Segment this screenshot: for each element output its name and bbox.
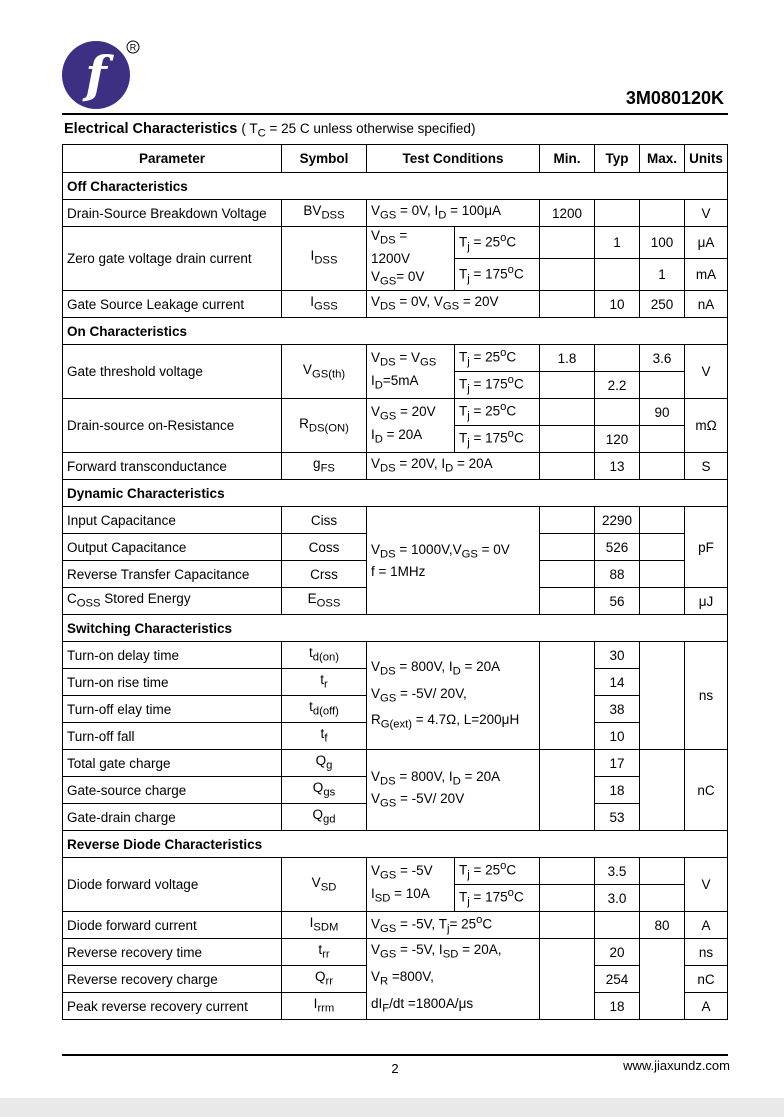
table-row: Zero gate voltage drain current $I_{DSS}$ $V_{DS} = 1200V$ $V_{GS}= 0V$ $T_j = 25^oC$ 1 100 μA [63, 227, 728, 259]
section-row-on: On Characteristics [63, 318, 728, 345]
table-row: $T_j = 175^oC$ 1 mA [63, 259, 728, 291]
brand-logo [61, 40, 131, 110]
table-row: Drain-Source Breakdown Voltage $BV_{DSS}$ $V_{GS} = 0V$, $I_D = 100\mu A$ 1200 V [63, 200, 728, 227]
table-row: Gate-drain charge $Q_{gd}$ 53 [63, 804, 728, 831]
svg-text:R: R [129, 42, 137, 53]
electrical-characteristics-table [62, 144, 728, 1020]
logo-letter: f [85, 45, 107, 104]
header-test-conditions: Test Conditions [367, 145, 540, 173]
table-row: Diode forward voltage $V_{SD}$ $V_{GS} = -5V$ $I_{SD} = 10A$ $T_j = 25^oC$ 3.5 V [63, 858, 728, 885]
header-parameter: Parameter [63, 145, 282, 173]
table-row: Reverse Transfer Capacitance Crss 88 [63, 561, 728, 588]
table-row: Drain-source on-Resistance $R_{DS(ON)}$ $V_{GS} = 20V$ $I_D = 20A$ $T_j = 25^oC$ 90 mΩ [63, 399, 728, 426]
header-max: Max. [640, 145, 685, 173]
table-row: Turn-off elay time $t_{d(off)}$ 38 [63, 696, 728, 723]
footer-divider [62, 1054, 728, 1056]
table-row: Turn-off fall $t_f$ 10 [63, 723, 728, 750]
section-row-off: Off Characteristics [63, 173, 728, 200]
table-row: $T_j = 175^oC$ 2.2 [63, 372, 728, 399]
table-row: Input Capacitance Ciss $V_{DS} = 1000V,V_{GS} = 0V$ f = 1MHz 2290 pF [63, 507, 728, 534]
part-number: 3M080120K [625, 88, 724, 108]
table-row: $T_j = 175^oC$ 120 [63, 426, 728, 453]
section-condition: ( $T_C = 25$ C unless otherwise specified) [241, 121, 476, 140]
table-row: Reverse recovery time $t_{rr}$ $V_{GS} = -5V$, $I_{SD} = 20A$, $V_R =800V$, $dI_F/dt =1800A/\mu s$ 20 ns [63, 939, 728, 966]
header-symbol: Symbol [282, 145, 367, 173]
footer-website: www.jiaxundz.com [623, 1058, 730, 1073]
section-row-dynamic: Dynamic Characteristics [63, 480, 728, 507]
table-row: Diode forward current $I_{SDM}$ $V_{GS} = -5V$, $T_j= 25^oC$ 80 A [63, 912, 728, 939]
header-units: Units [685, 145, 728, 173]
table-row: Reverse recovery charge $Q_{rr}$ 254 nC [63, 966, 728, 993]
header-typ: Typ [595, 145, 640, 173]
section-row-switching: Switching Characteristics [63, 615, 728, 642]
table-row: Forward transconductance $g_{FS}$ $V_{DS} = 20V$, $I_D = 20A$ 13 S [63, 453, 728, 480]
header-min: Min. [540, 145, 595, 173]
table-row: Turn-on delay time $t_{d(on)}$ $V_{DS} = 800V$, $I_D = 20A$ $V_{GS} = -5V/$ 20V, $R_{G(ext)} = 4.7\Omega$, L=200μH 30 ns [63, 642, 728, 669]
page-number: 2 [391, 1061, 399, 1076]
table-row: $T_j = 175^oC$ 3.0 [63, 885, 728, 912]
table-header-row [63, 145, 728, 173]
table-row: Output Capacitance Coss 526 [63, 534, 728, 561]
registered-mark-icon [126, 40, 140, 54]
section-title: Electrical Characteristics [64, 121, 238, 137]
table-row: $C_{OSS}$ Stored Energy $E_{OSS}$ 56 μJ [63, 588, 728, 615]
page-bottom-band [0, 1098, 784, 1117]
header-divider [62, 113, 728, 115]
section-heading [64, 121, 475, 140]
table-row: Total gate charge $Q_g$ $V_{DS} = 800V$, $I_D = 20A$ $V_{GS} = -5V/$ 20V 17 nC [63, 750, 728, 777]
table-row: Gate threshold voltage $V_{GS(th)}$ $V_{DS} = V_{GS}$ $I_D=5mA$ $T_j = 25^oC$ 1.8 3.6 V [63, 345, 728, 372]
table-row: Gate-source charge $Q_{gs}$ 18 [63, 777, 728, 804]
table-row: Turn-on rise time $t_r$ 14 [63, 669, 728, 696]
table-row: Gate Source Leakage current $I_{GSS}$ $V_{DS} = 0V$, $V_{GS} = 20V$ 10 250 nA [63, 291, 728, 318]
table-row: Peak reverse recovery current $I_{rrm}$ 18 A [63, 993, 728, 1020]
section-row-reverse-diode: Reverse Diode Characteristics [63, 831, 728, 858]
